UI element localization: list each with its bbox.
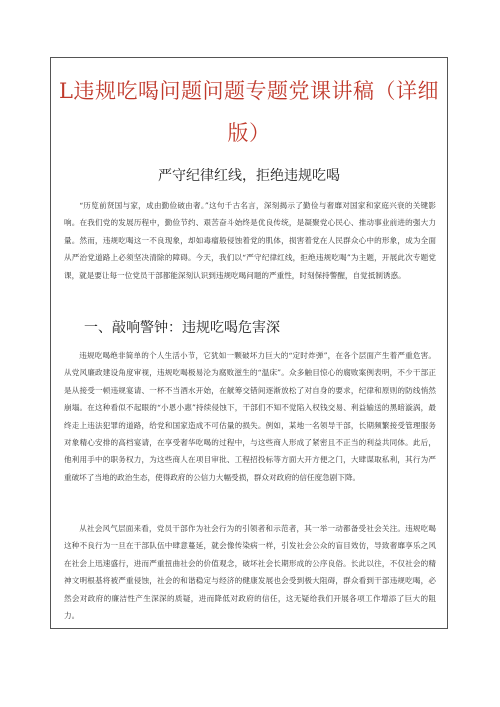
intro-paragraph: “历览前贤国与家，成由勤俭破由奢。”这句千古名言，深刻揭示了勤俭与奢靡对国家和家庭兴衰的关键影响。在我们党的发展历程中，勤俭节约、艰苦奋斗始终是优良传统，是凝聚党心民心、推动事业前进的强大力量。然而，违规吃喝这一不良现象，却如毒瘤般侵蚀着党的肌体，损害着党在人民群众心中的形象，成为全面从严治党道路上必须坚决清除的障碍。今天，我们以“严守纪律红线，拒绝违规吃喝”为主题，开展此次专题党课，就是要让每一位党员干部都能深刻认识到违规吃喝问题的严重性，时刻保持警醒，自觉抵制诱惑。	[64, 201, 436, 280]
section-paragraph: 违规吃喝绝非简单的个人生活小节，它犹如一颗破坏力巨大的“定时炸弹”，在各个层面产生着严重危害。从党风廉政建设角度审视，违规吃喝极易沦为腐败滋生的“温床”。众多触目惊心的腐败案例表明，不少干部正是从接受一顿违规宴请、一杯不当酒水开始，在觥筹交错间逐渐放松了对自身的要求，纪律和原则的防线悄然崩塌。在这种看似不起眼的“小恩小惠”持续侵蚀下，干部们不知不觉陷入权钱交易、利益输送的黑暗漩涡，最终走上违法犯罪的道路，给党和国家造成不可估量的损失。例如，某地一名领导干部，长期频繁接受管理服务对象精心安排的高档宴请，在享受奢华吃喝的过程中，与这些商人形成了紧密且不正当的利益共同体。此后，他利用手中的职务权力，为这些商人在项目审批、工程招投标等方面大开方便之门，大肆谋取私利，其行为严重破坏了当地的政治生态，使得政府的公信力大幅受损，群众对政府的信任度急剧下降。	[64, 351, 436, 482]
document-subtitle: 严守纪律红线，拒绝违规吃喝	[158, 168, 340, 184]
section-paragraph: 从社会风气层面来看，党员干部作为社会行为的引领者和示范者，其一举一动都备受社会关注。违规吃喝这种不良行为一旦在干部队伍中肆意蔓延，就会像传染病一样，引发社会公众的盲目效仿，导致奢靡享乐之风在社会上迅速盛行，进而严重扭曲社会的价值观念，破坏社会长期形成的公序良俗。长此以往，不仅社会的精神文明根基将被严重侵蚀，社会的和谐稳定与经济的健康发展也会受到极大阻碍，群众看到干部违规吃喝，必然会对政府的廉洁性产生深深的质疑，进而降低对政府的信任，这无疑给我们开展各项工作增添了巨大的阻力。	[64, 524, 436, 621]
document-title: L违规吃喝问题问题专题党课讲稿（详细版）	[59, 79, 439, 145]
section-heading: 一、敲响警钟：违规吃喝危害深	[84, 320, 280, 336]
